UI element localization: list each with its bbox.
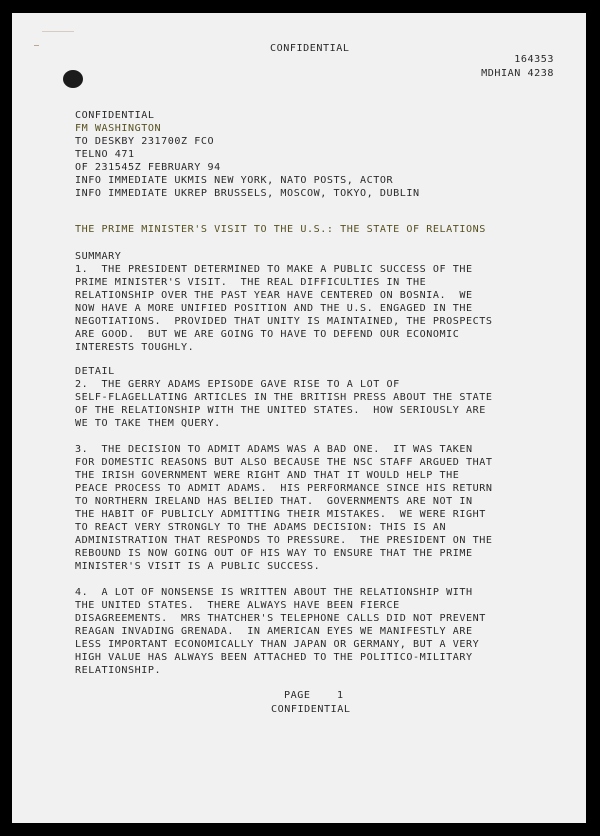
routing-to: TO DESKBY 231700Z FCO — [75, 136, 215, 147]
routing-of: OF 231545Z FEBRUARY 94 — [75, 162, 221, 173]
paragraph-4-line: HIGH VALUE HAS ALWAYS BEEN ATTACHED TO THE POLITICO-MILITARY — [75, 652, 473, 663]
summary-line: 1. THE PRESIDENT DETERMINED TO MAKE A PUBLIC SUCCESS OF THE — [75, 264, 473, 275]
paragraph-2-line: SELF-FLAGELLATING ARTICLES IN THE BRITISH PRESS ABOUT THE STATE — [75, 392, 493, 403]
paragraph-4-line: RELATIONSHIP. — [75, 665, 162, 676]
routing-block — [75, 109, 420, 200]
paragraph-4-line: DISAGREEMENTS. MRS THATCHER'S TELEPHONE CALLS DID NOT PREVENT — [75, 613, 486, 624]
paragraph-3-line: 3. THE DECISION TO ADMIT ADAMS WAS A BAD ONE. IT WAS TAKEN — [75, 444, 473, 455]
detail-heading: DETAIL — [75, 366, 115, 377]
punch-hole — [63, 70, 83, 88]
summary-line: PRIME MINISTER'S VISIT. THE REAL DIFFICULTIES IN THE — [75, 277, 427, 288]
detail-section — [75, 365, 493, 430]
scan-smudge — [42, 31, 74, 32]
paragraph-2-line: WE TO TAKE THEM QUERY. — [75, 418, 221, 429]
paragraph-2-line: 2. THE GERRY ADAMS EPISODE GAVE RISE TO A LOT OF — [75, 379, 400, 390]
summary-line: NEGOTIATIONS. PROVIDED THAT UNITY IS MAINTAINED, THE PROSPECTS — [75, 316, 493, 327]
page-number: PAGE 1 — [284, 690, 344, 701]
routing-telno: TELNO 471 — [75, 149, 135, 160]
routing-classification: CONFIDENTIAL — [75, 110, 155, 121]
routing-from: FM WASHINGTON — [75, 123, 162, 134]
paragraph-3-line: REBOUND IS NOW GOING OUT OF HIS WAY TO ENSURE THAT THE PRIME — [75, 548, 473, 559]
routing-info-1: INFO IMMEDIATE UKMIS NEW YORK, NATO POSTS, ACTOR — [75, 175, 394, 186]
summary-line: RELATIONSHIP OVER THE PAST YEAR HAVE CENTERED ON BOSNIA. WE — [75, 290, 473, 301]
paragraph-3-line: TO NORTHERN IRELAND HAS BELIED THAT. GOVERNMENTS ARE NOT IN — [75, 496, 473, 507]
document-number: 164353 — [514, 54, 554, 65]
paragraph-4-line: LESS IMPORTANT ECONOMICALLY THAN JAPAN OR GERMANY, BUT A VERY — [75, 639, 480, 650]
paragraph-3-line: THE HABIT OF PUBLICLY ADMITTING THEIR MISTAKES. WE WERE RIGHT — [75, 509, 486, 520]
reference-code: MDHIAN 4238 — [481, 68, 554, 79]
summary-line: ARE GOOD. BUT WE ARE GOING TO HAVE TO DEFEND OUR ECONOMIC — [75, 329, 460, 340]
paragraph-3-line: THE IRISH GOVERNMENT WERE RIGHT AND THAT IT WOULD HELP THE — [75, 470, 460, 481]
summary-section — [75, 250, 493, 354]
bottom-classification: CONFIDENTIAL — [271, 704, 351, 715]
paragraph-3-line: PEACE PROCESS TO ADMIT ADAMS. HIS PERFORMANCE SINCE HIS RETURN — [75, 483, 493, 494]
summary-heading: SUMMARY — [75, 251, 122, 262]
routing-info-2: INFO IMMEDIATE UKREP BRUSSELS, MOSCOW, TOKYO, DUBLIN — [75, 188, 420, 199]
paragraph-4-line: REAGAN INVADING GRENADA. IN AMERICAN EYES WE MANIFESTLY ARE — [75, 626, 473, 637]
document-title: THE PRIME MINISTER'S VISIT TO THE U.S.: THE STATE OF RELATIONS — [75, 224, 486, 235]
document-page — [12, 13, 586, 823]
scan-smudge — [34, 45, 39, 46]
summary-line: INTERESTS TOUGHLY. — [75, 342, 195, 353]
paragraph-3-line: ADMINISTRATION THAT RESPONDS TO PRESSURE. THE PRESIDENT ON THE — [75, 535, 493, 546]
top-classification: CONFIDENTIAL — [270, 43, 350, 54]
paragraph-4-line: 4. A LOT OF NONSENSE IS WRITTEN ABOUT THE RELATIONSHIP WITH — [75, 587, 473, 598]
paragraph-4-line: THE UNITED STATES. THERE ALWAYS HAVE BEEN FIERCE — [75, 600, 400, 611]
paragraph-2-line: OF THE RELATIONSHIP WITH THE UNITED STATES. HOW SERIOUSLY ARE — [75, 405, 486, 416]
paragraph-3-line: MINISTER'S VISIT IS A PUBLIC SUCCESS. — [75, 561, 321, 572]
paragraph-4 — [75, 586, 486, 677]
paragraph-3 — [75, 443, 493, 573]
paragraph-3-line: TO REACT VERY STRONGLY TO THE ADAMS DECISION: THIS IS AN — [75, 522, 447, 533]
summary-line: NOW HAVE A MORE UNIFIED POSITION AND THE U.S. ENGAGED IN THE — [75, 303, 473, 314]
paragraph-3-line: FOR DOMESTIC REASONS BUT ALSO BECAUSE THE NSC STAFF ARGUED THAT — [75, 457, 493, 468]
